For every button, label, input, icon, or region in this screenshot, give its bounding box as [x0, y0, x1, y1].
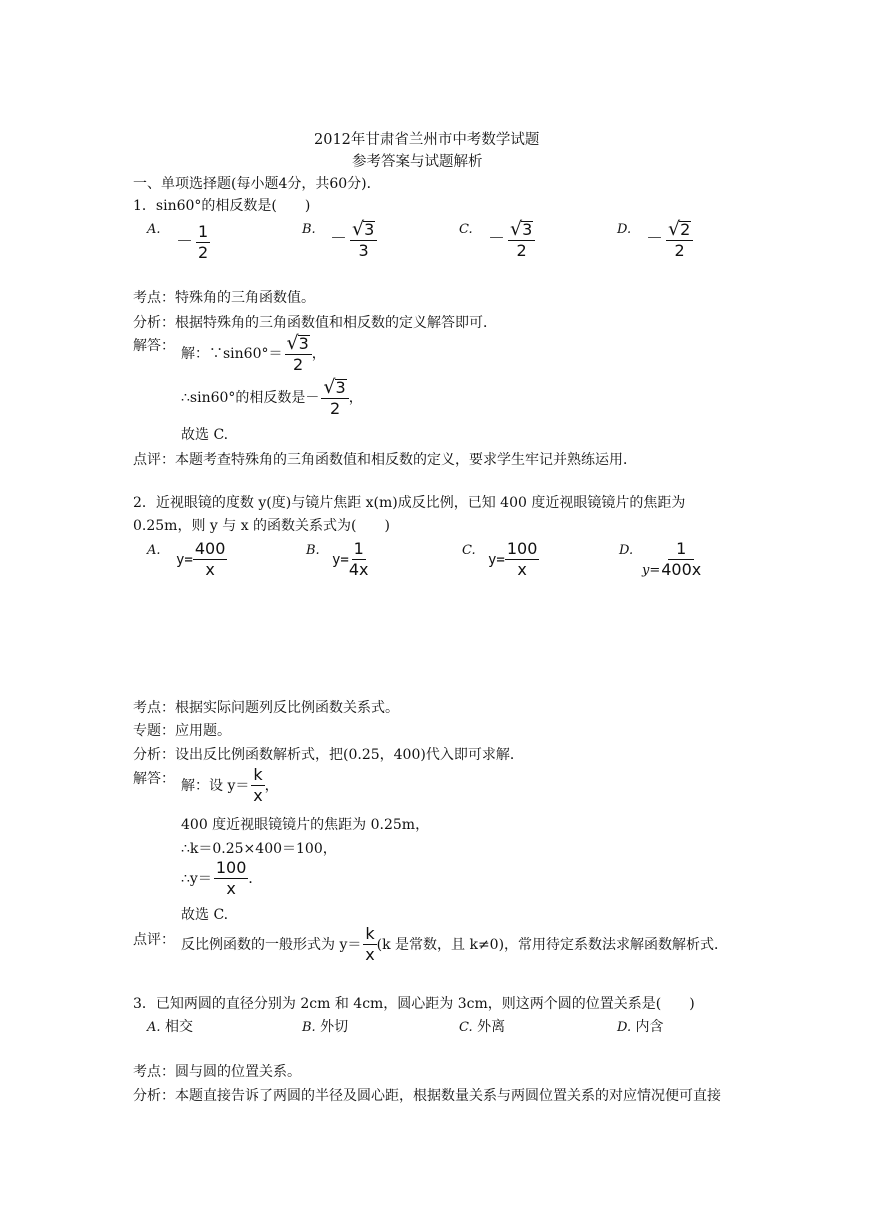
label: 点评：	[133, 452, 175, 468]
denominator: 2	[329, 399, 341, 418]
q2-zhuanti	[133, 724, 231, 738]
q2-stem-line1: 2．近视眼镜的度数 y(度)与镜片焦距 x(m)成反比例，已知 400 度近视眼镜镜片的焦距为	[133, 495, 686, 511]
text: (k 是常数，且 k≠0)，常用待定系数法求解函数解析式．	[376, 936, 729, 953]
denominator: x	[205, 559, 215, 579]
text: ．	[248, 870, 263, 887]
q1-option-a	[147, 222, 161, 236]
q1-solution-line1	[181, 334, 326, 374]
fraction	[363, 926, 376, 964]
q2-option-b-expr	[332, 541, 369, 579]
fraction	[666, 220, 693, 260]
minus-sign: －	[488, 229, 505, 250]
option-letter: C.	[459, 222, 473, 237]
denominator: 2	[198, 242, 209, 262]
fraction	[349, 541, 369, 579]
q2-option-a-expr	[176, 541, 227, 579]
value: 圆与圆的位置关系。	[175, 1064, 301, 1080]
label: 考点：	[133, 1064, 175, 1080]
text: 解：∵sin60°＝	[181, 345, 283, 362]
label: 考点：	[133, 290, 175, 306]
numerator: √ 2	[666, 220, 693, 241]
document-title: 2012年甘肃省兰州市中考数学试题	[314, 132, 540, 148]
numerator: √ 3	[508, 220, 535, 241]
document-subtitle: 参考答案与试题解析	[352, 154, 483, 170]
option-letter: A.	[147, 543, 161, 558]
numerator: 100	[215, 858, 247, 877]
option-letter: D.	[619, 543, 634, 558]
denominator: x	[517, 559, 527, 579]
numerator: 1	[668, 541, 694, 560]
q1-fenxi	[133, 316, 497, 330]
denominator: 3	[358, 241, 369, 260]
q3-fenxi	[133, 1089, 721, 1103]
fraction	[350, 220, 377, 260]
option-text: 相交	[164, 1019, 193, 1035]
minus-sign: －	[646, 229, 663, 250]
q2-solution-line4	[181, 860, 262, 898]
q1-option-c	[459, 222, 473, 236]
label: 分析：	[133, 315, 175, 331]
denominator: 2	[293, 355, 304, 374]
sqrt-icon: √	[323, 376, 336, 398]
q3-option-c	[459, 1020, 505, 1034]
q2-option-b	[306, 543, 320, 557]
option-letter: C.	[459, 1020, 473, 1035]
sqrt-icon: √	[286, 332, 299, 354]
fraction	[321, 378, 348, 418]
sqrt-icon: √	[510, 218, 523, 240]
q2-dianping-label: 点评：	[133, 932, 175, 948]
denominator: x	[365, 944, 375, 964]
denominator: 2	[674, 241, 685, 260]
q3-kaodian	[133, 1065, 301, 1079]
q1-kaodian	[133, 291, 315, 305]
q2-jieda-label: 解答：	[133, 771, 175, 787]
numerator: 1	[198, 222, 209, 241]
q3-option-a	[147, 1020, 193, 1034]
label: 专题：	[133, 723, 175, 739]
sqrt-icon: √	[352, 218, 365, 240]
numerator: √ 3	[285, 334, 312, 355]
value: 根据特殊角的三角函数值和相反数的定义解答即可．	[175, 315, 497, 331]
q1-solution-line2	[181, 378, 363, 418]
text: ，	[264, 777, 279, 794]
numerator: √ 3	[321, 378, 348, 399]
numerator: 100	[506, 539, 538, 558]
numerator: 1	[353, 539, 364, 558]
q2-option-d-expr	[642, 541, 701, 579]
lhs: y=	[176, 551, 193, 568]
label: 分析：	[133, 747, 175, 763]
section-heading: 一、单项选择题(每小题4分，共60分)．	[133, 176, 381, 192]
option-text: 内含	[635, 1019, 664, 1035]
fraction	[214, 860, 249, 898]
value: 应用题。	[175, 723, 231, 739]
denominator: 4x	[348, 559, 369, 579]
option-letter: B.	[302, 1020, 316, 1035]
fraction	[285, 334, 312, 374]
option-letter: C.	[462, 543, 476, 558]
value: 设出反比例函数解析式，把(0.25，400)代入即可求解．	[175, 747, 524, 763]
denominator: x	[226, 878, 236, 898]
q1-option-a-expr	[176, 224, 210, 262]
q2-solution-line2: 400 度近视眼镜镜片的焦距为 0.25m，	[181, 817, 430, 833]
fraction	[251, 767, 264, 805]
q1-option-b	[302, 222, 316, 236]
option-text: 外离	[477, 1019, 506, 1035]
q2-kaodian	[133, 701, 399, 715]
q1-jieda-label: 解答：	[133, 338, 175, 354]
q2-solution-line3: ∴k＝0.25×400＝100，	[181, 841, 337, 857]
q2-fenxi	[133, 748, 524, 762]
text: 解：设 y＝	[181, 777, 250, 794]
fraction	[508, 220, 535, 260]
lhs: y=	[488, 551, 505, 568]
numerator: k	[365, 924, 375, 943]
option-letter: A.	[147, 1020, 161, 1035]
option-letter: B.	[306, 543, 320, 558]
q1-option-d	[617, 222, 631, 236]
option-letter: A.	[147, 222, 161, 237]
q1-solution-line3: 故选 C.	[181, 427, 229, 443]
q1-option-d-expr	[646, 220, 693, 260]
q2-option-d	[619, 543, 633, 557]
q3-option-b	[302, 1020, 348, 1034]
q2-solution-line1	[181, 767, 279, 805]
fraction	[505, 541, 540, 579]
q3-stem: 3．已知两圆的直径分别为 2cm 和 4cm，圆心距为 3cm，则这两个圆的位置关系是( )	[133, 996, 695, 1012]
fraction	[661, 541, 701, 579]
q2-solution-line5: 故选 C.	[181, 907, 229, 923]
q2-stem-line2: 0.25m，则 y 与 x 的函数关系式为( )	[133, 518, 390, 534]
value: 特殊角的三角函数值。	[175, 290, 315, 306]
denominator: x	[253, 785, 263, 805]
q3-option-d	[617, 1020, 664, 1034]
minus-sign: －	[330, 229, 347, 250]
value: 根据实际问题列反比例函数关系式。	[175, 700, 399, 716]
q1-option-b-expr	[330, 220, 377, 260]
numerator: 400	[194, 539, 226, 558]
option-text: 外切	[320, 1019, 349, 1035]
label: 分析：	[133, 1088, 175, 1104]
sqrt-icon: √	[668, 218, 681, 240]
value: 本题考查特殊角的三角函数值和相反数的定义，要求学生牢记并熟练运用．	[175, 452, 637, 468]
lhs: y=	[642, 562, 661, 578]
numerator: √ 3	[350, 220, 377, 241]
text: ，	[311, 345, 326, 362]
label: 考点：	[133, 700, 175, 716]
q1-dianping	[133, 453, 637, 467]
q2-option-c	[462, 543, 476, 557]
denominator: 2	[516, 241, 527, 260]
text: 反比例函数的一般形式为 y＝	[181, 936, 362, 953]
option-letter: B.	[302, 222, 316, 237]
minus-sign: －	[176, 232, 193, 253]
numerator: k	[253, 765, 263, 784]
text: ，	[348, 389, 363, 406]
lhs: y=	[332, 551, 349, 568]
value: 本题直接告诉了两圆的半径及圆心距，根据数量关系与两圆位置关系的对应情况便可直接	[175, 1088, 721, 1104]
option-letter: D.	[617, 222, 632, 237]
q2-option-a	[147, 543, 161, 557]
text: ∴sin60°的相反数是－	[181, 389, 320, 406]
q1-option-c-expr	[488, 220, 535, 260]
denominator: 400x	[661, 559, 702, 579]
text: ∴y＝	[181, 870, 212, 887]
q2-option-c-expr	[488, 541, 539, 579]
q1-stem: 1．sin60°的相反数是( )	[133, 198, 311, 214]
fraction	[196, 224, 210, 262]
q2-dianping	[181, 926, 728, 964]
fraction	[193, 541, 228, 579]
option-letter: D.	[617, 1020, 632, 1035]
